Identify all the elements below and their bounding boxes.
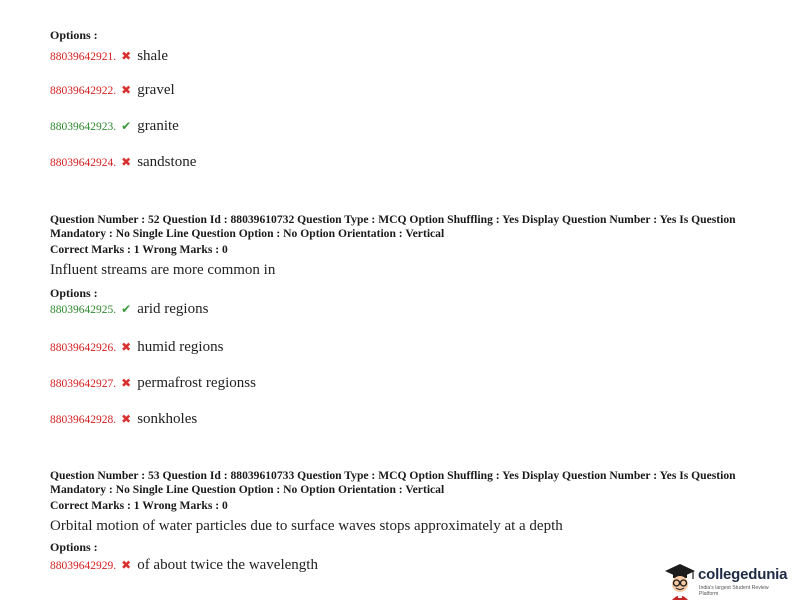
question-meta: Question Number : 53 Question Id : 88039610733 Question Type : MCQ Option Shuffling : Yes Display Question Number : Yes Is Question Mandatory : No Single Line Question Option : No Option Orientation : Vertical: [50, 469, 736, 496]
cross-icon: ✖: [121, 376, 132, 390]
option-row: [50, 339, 223, 356]
option-id: 88039642926.: [50, 342, 117, 354]
cross-icon: ✖: [121, 340, 132, 354]
option-row: [50, 154, 196, 171]
option-text: of about twice the wavelength: [137, 557, 318, 573]
options-label: Options :: [50, 540, 98, 554]
options-label: Options :: [50, 286, 98, 300]
option-id: 88039642924.: [50, 157, 117, 169]
option-row: [50, 48, 168, 65]
cross-icon: ✖: [121, 155, 132, 169]
option-row: [50, 118, 179, 135]
option-id: 88039642921.: [50, 51, 117, 63]
option-id: 88039642923.: [50, 121, 117, 133]
option-text: granite: [137, 118, 179, 134]
option-id: 88039642922.: [50, 85, 117, 97]
option-row: [50, 411, 197, 428]
option-text: shale: [137, 48, 169, 64]
option-row: [50, 557, 318, 574]
marks-line: Correct Marks : 1 Wrong Marks : 0: [50, 243, 228, 256]
brand-logo: [664, 562, 786, 602]
check-icon: ✔: [121, 302, 132, 316]
brand-name: collegedunia: [698, 566, 788, 583]
options-label: Options :: [50, 28, 98, 42]
brand-tagline: India's largest Student Review Platform: [699, 585, 769, 597]
option-id: 88039642928.: [50, 414, 117, 426]
option-text: humid regions: [137, 339, 224, 355]
question-text: Influent streams are more common in: [50, 262, 276, 278]
option-id: 88039642925.: [50, 304, 117, 316]
option-text: permafrost regionss: [137, 375, 256, 391]
option-text: arid regions: [137, 301, 209, 317]
option-row: [50, 301, 208, 318]
question-meta: Question Number : 52 Question Id : 88039610732 Question Type : MCQ Option Shuffling : Yes Display Question Number : Yes Is Question Mandatory : No Single Line Question Option : No Option Orientation : Vertical: [50, 213, 736, 240]
option-row: [50, 82, 175, 99]
option-text: gravel: [137, 82, 175, 98]
check-icon: ✔: [121, 119, 132, 133]
cross-icon: ✖: [121, 49, 132, 63]
option-id: 88039642929.: [50, 560, 117, 572]
question-text: Orbital motion of water particles due to surface waves stops approximately at a depth: [50, 518, 563, 534]
marks-line: Correct Marks : 1 Wrong Marks : 0: [50, 499, 228, 512]
cross-icon: ✖: [121, 412, 132, 426]
option-id: 88039642927.: [50, 378, 117, 390]
option-text: sonkholes: [137, 411, 198, 427]
cross-icon: ✖: [121, 558, 132, 572]
cross-icon: ✖: [121, 83, 132, 97]
option-row: [50, 375, 256, 392]
graduate-mascot-icon: [664, 562, 696, 600]
option-text: sandstone: [137, 154, 197, 170]
